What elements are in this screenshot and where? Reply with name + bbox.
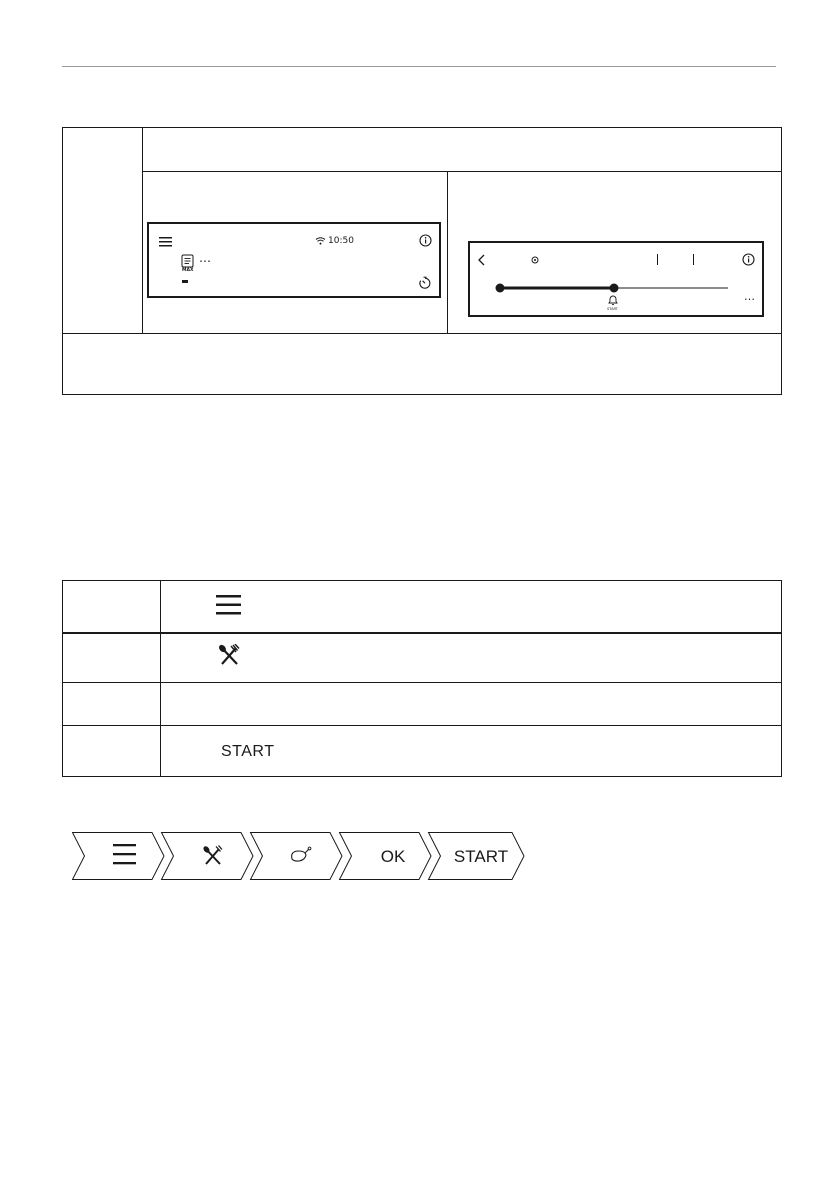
info-icon[interactable]	[419, 234, 432, 247]
table-divider	[63, 632, 781, 634]
table-divider	[142, 128, 143, 333]
step-sequence	[72, 832, 532, 880]
header-rule	[62, 66, 776, 67]
steps-table	[62, 580, 782, 777]
flow-step-ok[interactable]	[340, 833, 432, 880]
start-label: START	[221, 743, 275, 760]
progress-knob[interactable]	[610, 284, 619, 293]
clock-time: 10:50	[328, 236, 354, 246]
bell-icon	[607, 294, 619, 306]
more-options[interactable]: …	[199, 251, 211, 265]
progress-start-knob	[496, 284, 505, 293]
flow-step-poultry[interactable]	[251, 833, 343, 880]
wifi-icon	[315, 236, 326, 245]
progress-slider[interactable]	[494, 281, 734, 295]
max-badge: MAX	[182, 268, 194, 273]
flow-step-menu[interactable]	[73, 833, 165, 880]
fan-icon	[531, 256, 539, 264]
table-divider	[447, 171, 448, 333]
ok-label: OK	[380, 847, 406, 866]
status-indicator	[182, 280, 188, 283]
timer-icon[interactable]	[418, 276, 432, 290]
table-divider	[63, 333, 781, 334]
table-divider	[160, 581, 161, 776]
flow-step-start[interactable]	[429, 833, 525, 880]
table-divider	[63, 725, 781, 726]
menu-icon[interactable]	[159, 236, 173, 248]
menu-icon	[216, 594, 242, 616]
back-chevron-icon[interactable]	[477, 254, 486, 266]
start-caption: START	[607, 307, 618, 311]
separator	[657, 254, 658, 265]
separator	[693, 254, 694, 265]
start-label: START	[453, 847, 509, 866]
more-options[interactable]: …	[744, 290, 755, 303]
table-divider	[63, 682, 781, 683]
cooking-screen-display	[468, 241, 764, 317]
table-divider	[142, 171, 781, 172]
info-icon[interactable]	[742, 253, 755, 266]
fork-spoon-icon	[218, 644, 240, 666]
display-overview-table	[62, 127, 782, 395]
flow-step-cooking[interactable]	[162, 833, 254, 880]
home-screen-display	[147, 222, 441, 298]
